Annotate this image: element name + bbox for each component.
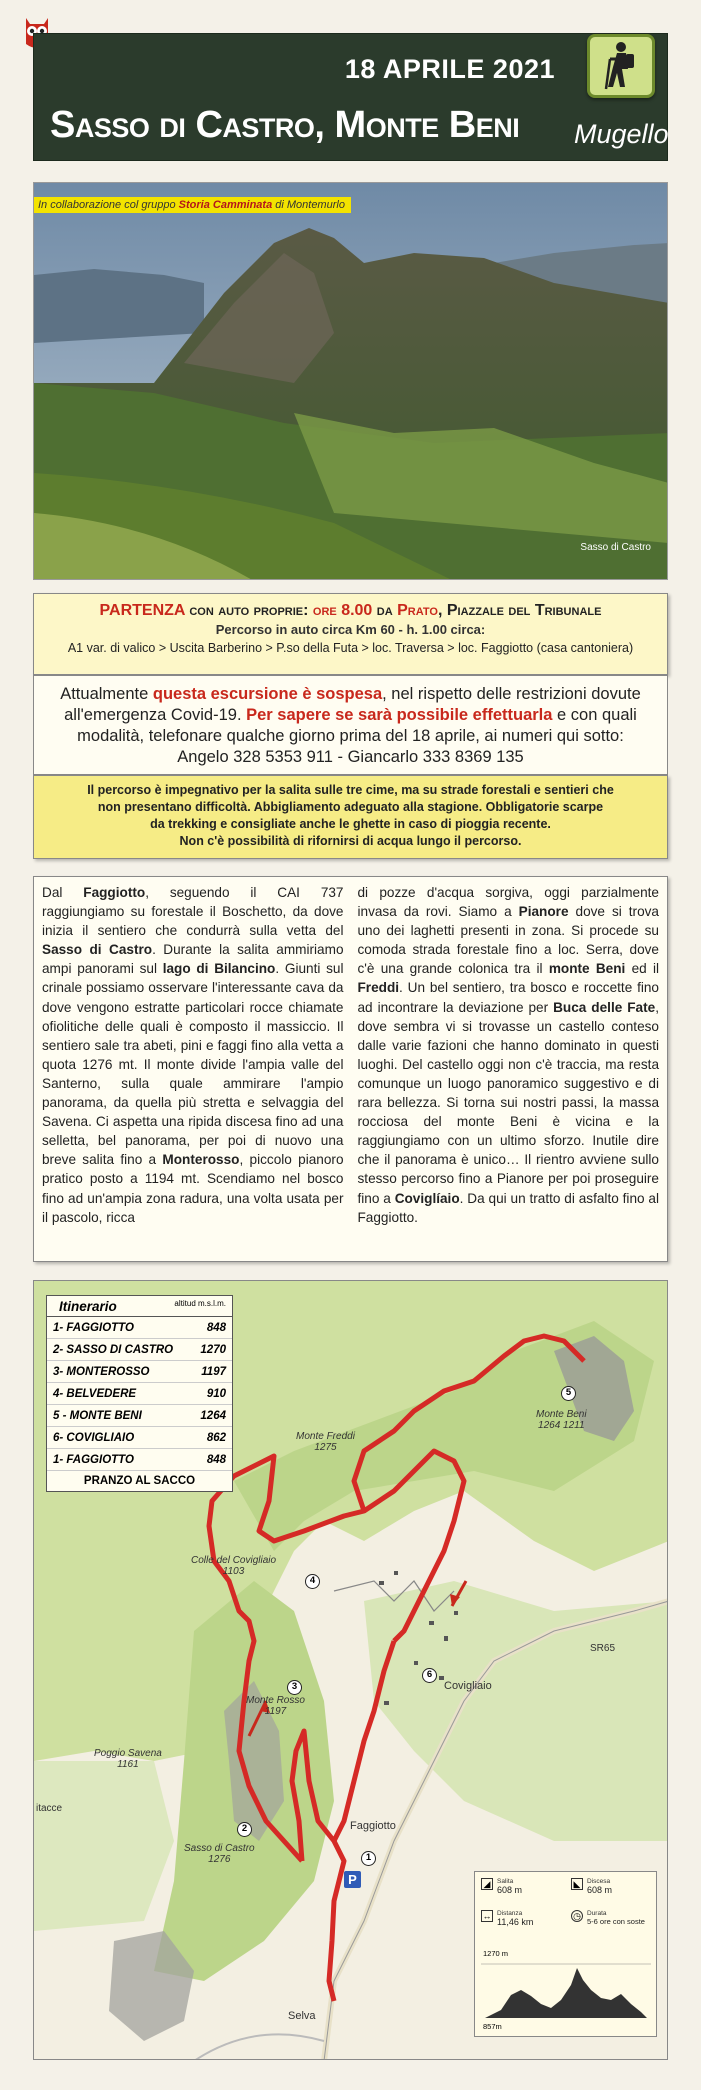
waypoint-6: 6 (422, 1668, 437, 1683)
collaboration-banner: In collaborazione col gruppo Storia Camminata di Montemurlo (34, 197, 351, 213)
departure-line: PARTENZA con auto proprie: ore 8.00 da Prato, Piazzale del Tribunale (99, 602, 602, 619)
label-monte-beni: Monte Beni 1264 1211 (536, 1409, 587, 1431)
label-itacce: itacce (36, 1803, 63, 1814)
itinerary-stop: 5 - MONTE BENI (53, 1409, 142, 1422)
profile-max: 1270 m (483, 1949, 509, 1958)
waypoint-3: 3 (287, 1680, 302, 1695)
itinerary-stop: 6- COVIGLIAIO (53, 1431, 135, 1444)
distance-icon: ↔ (482, 1911, 492, 1921)
elevation-profile (481, 1960, 651, 2020)
itinerary-row (47, 1427, 232, 1449)
mountain-photo-illustration (34, 183, 668, 580)
waypoint-5: 5 (561, 1386, 576, 1401)
page-subtitle: Mugello (574, 119, 669, 149)
description-column-2: di pozze d'acqua sorgiva, oggi parzialmente invasa da rovi. Siamo a Pianore dove si trova uno dei laghetti presenti in zona. Si procede su comoda strada forestale fino a loc. Serra, dove c'è una grande colonica tra il monte Beni ed il Freddi. Un bel sentiero, tra bosco e roccette fino ad incontrare la deviazione per Buca delle Fate, dove sembra vi si trovasse un castello conteso dalle varie fazioni che hanno dominato in questi luoghi. Del castello oggi non c'è traccia, ma resta comunque un luogo panoramico suggestivo e di rara bellezza. Si torna sui nostri passi, la massa rocciosa del monte Beni è vicina e la raggiungiamo con un ultimo sforzo. Inutile dire che il panorama è unico… Il rientro avviene sullo stesso percorso fino a Pianore per poi proseguire fino a Coviglíaio. Da qui un tratto di asfalto fino al Faggiotto. (357, 885, 659, 1225)
itinerary-stop: 3- MONTEROSSO (53, 1365, 150, 1378)
page-title: Sasso di Castro, Monte Beni (50, 104, 520, 146)
label-sasso-di-castro: Sasso di Castro 1276 (184, 1843, 255, 1865)
itinerary-stop: 1- FAGGIOTTO (53, 1321, 134, 1334)
itinerary-row (47, 1361, 232, 1383)
itinerary-row (47, 1317, 232, 1339)
warning-box: Il percorso è impegnativo per la salita sulle tre cime, ma su strade forestali e sentieri che non presentano difficoltà. Abbigliamento adeguato alla stagione. Obbligatorie scarpe da trekking e consigliate anche le ghette in caso di pioggia recente. Non c'è possibilità di rifornirsi di acqua lungo il percorso. (33, 775, 668, 859)
hiker-icon (587, 34, 655, 98)
landscape-photo (33, 182, 668, 580)
itinerary-altitude: 1197 (201, 1365, 226, 1378)
collab-group: Storia Camminata (178, 199, 273, 211)
label-covigliaio: Covigliaio (444, 1680, 492, 1692)
label-monte-freddi: Monte Freddi 1275 (296, 1431, 355, 1453)
stat-distanza: ↔ Distanza 11,46 km (482, 1910, 534, 1927)
itinerary-row (47, 1449, 232, 1471)
waypoint-2: 2 (237, 1822, 252, 1837)
itinerary-altitude: 848 (206, 1453, 226, 1466)
contact-numbers: Angelo 328 5353 911 - Giancarlo 333 8369 135 (177, 748, 524, 766)
altitude-header: altitud m.s.l.m. (174, 1299, 226, 1308)
photo-caption: Sasso di Castro (580, 542, 651, 553)
itinerary-title: Itinerario (59, 1299, 117, 1314)
label-faggiotto: Faggiotto (350, 1820, 396, 1832)
description-box (33, 876, 668, 1262)
label-poggio-savena: Poggio Savena 1161 (94, 1748, 162, 1770)
itinerary-altitude: 1264 (200, 1409, 226, 1422)
itinerary-altitude: 910 (206, 1387, 226, 1400)
itinerary-altitude: 848 (206, 1321, 226, 1334)
itinerary-stop: 1- FAGGIOTTO (53, 1453, 134, 1466)
ascent-icon: ◢ (481, 1878, 493, 1890)
description-column-1: Dal Faggiotto, seguendo il CAI 737 raggiungiamo su forestale il Boschetto, da dove inizia il sentiero che condurrà sulla vetta del Sasso di Castro. Durante la salita ammiriamo ampi panorami sul lago di Bilancino. Giunti sul crinale possiamo osservare l'interessante cava da dove vengono estratte particolari rocce chiamate ofiolitiche delle quali è composto il massiccio. Il sentiero sale tra abeti, pini e faggi fino alla vetta a quota 1276 mt. Il monte divide l'ampia valle del Santerno, sulla quale ammirare l'ampio panorama, da quella più stretta e selvaggia del Savena. Ci aspetta una ripida discesa fino ad una selletta, bel panorama, per poi di nuovo una breve salita fino a Monterosso, piccolo pianoro pratico posto a 1194 mt. Scendiamo nel bosco fino ad un'ampia zona radura, una volta usata per il pascolo, ricca (42, 885, 344, 1225)
label-sr65: SR65 (590, 1643, 616, 1654)
itinerary-altitude: 1270 (200, 1343, 226, 1356)
itinerary-row (47, 1405, 232, 1427)
waypoint-4: 4 (305, 1574, 320, 1589)
drive-route: A1 var. di valico > Uscita Barberino > P.so della Futa > loc. Traversa > loc. Faggiotto (casa cantoniera) (67, 641, 634, 655)
label-selva: Selva (288, 2010, 316, 2022)
header-banner (33, 33, 668, 161)
label-colle: Colle del Covigliaio 1103 (191, 1555, 277, 1577)
route-map (33, 1280, 668, 2060)
label-monte-rosso: Monte Rosso 1197 (246, 1695, 305, 1717)
itinerary-row (47, 1339, 232, 1361)
itinerary-footer: PRANZO AL SACCO (83, 1475, 196, 1487)
event-date: 18 APRILE 2021 (344, 54, 555, 84)
itinerary-row (47, 1383, 232, 1405)
stat-durata: ◷ Durata 5-6 ore con soste (571, 1910, 645, 1926)
parking-icon: P (344, 1871, 361, 1888)
departure-box (33, 593, 668, 675)
waypoint-1: 1 (361, 1851, 376, 1866)
stat-discesa: ◣ Discesa 608 m (571, 1878, 612, 1895)
itinerary-stop: 2- SASSO DI CASTRO (53, 1343, 174, 1356)
suspension-notice: Attualmente questa escursione è sospesa, nel rispetto delle restrizioni dovute all'emergenza Covid-19. Per sapere se sarà possibile effettuarla e con quali modalità, telefonare qualche giorno prima del 18 aprile, ai numeri qui sotto: Angelo 328 5353 911 - Giancarlo 333 8369 135 (33, 675, 668, 775)
itinerary-table (46, 1295, 233, 1492)
profile-min: 857m (483, 2022, 502, 2031)
drive-info: Percorso in auto circa Km 60 - h. 1.00 circa: (215, 622, 486, 637)
itinerary-altitude: 862 (206, 1431, 226, 1444)
clock-icon: ◷ (571, 1910, 583, 1922)
route-stats (474, 1871, 657, 2037)
stat-salita: ◢ Salita 608 m (481, 1878, 522, 1895)
descent-icon: ◣ (571, 1878, 583, 1890)
itinerary-stop: 4- BELVEDERE (53, 1387, 137, 1400)
